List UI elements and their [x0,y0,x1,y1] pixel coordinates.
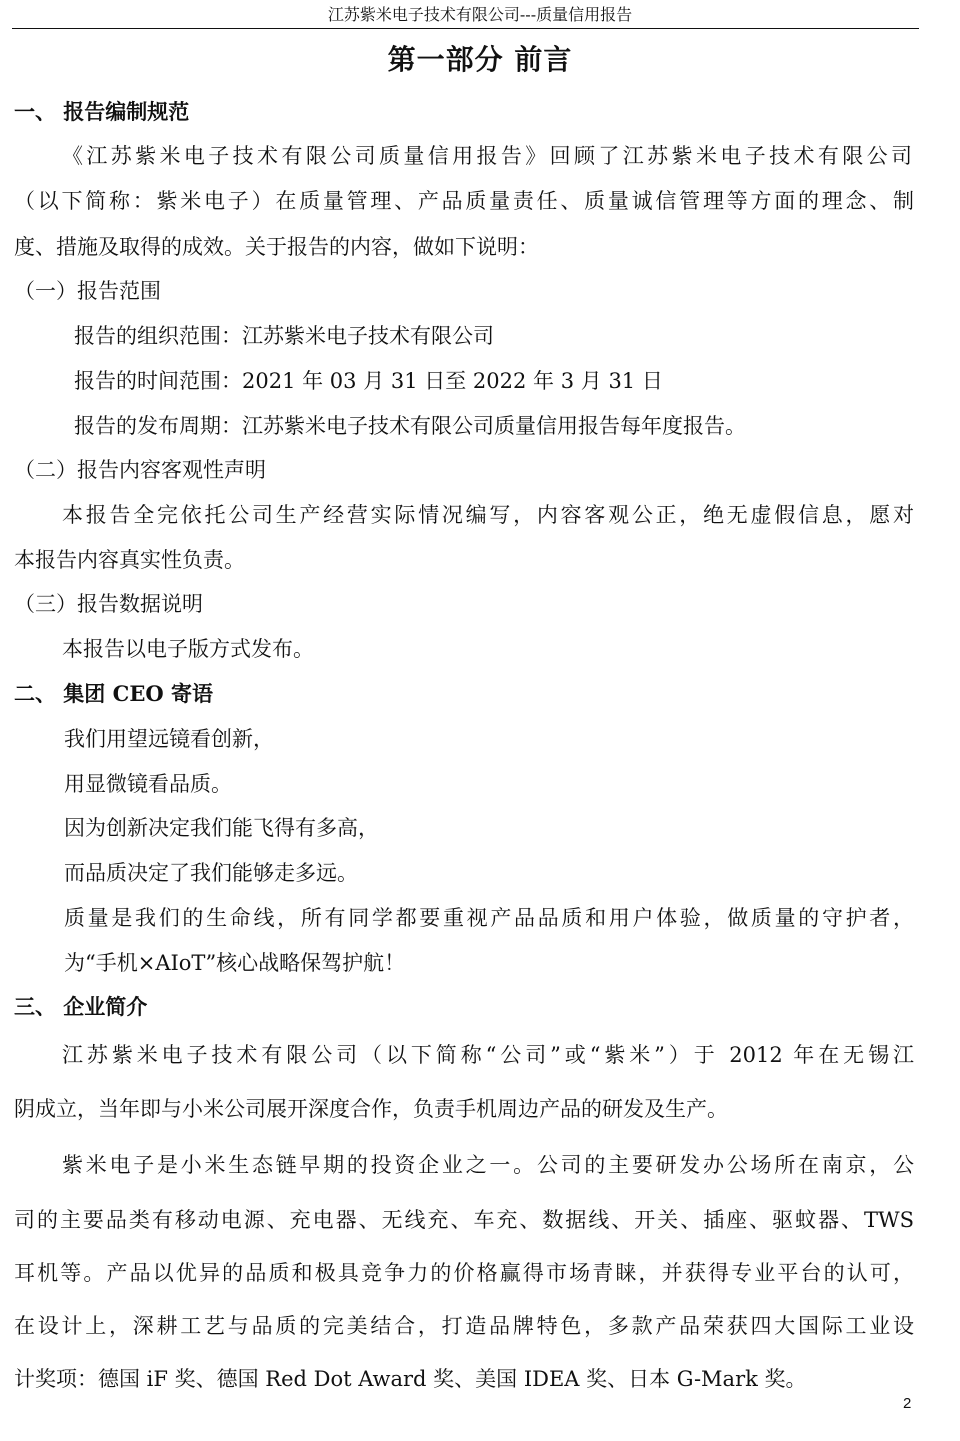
section3-heading: 三、 企业简介 [14,994,148,1019]
section1-intro-line-3: 度、措施及取得的成效。关于报告的内容，做如下说明： [14,235,539,259]
ceo-line-2: 用显微镜看品质。 [64,772,232,796]
ceo-line-6: 为“手机×AIoT”核心战略保驾护航！ [64,951,406,975]
section1-intro-line-1: 《江苏紫米电子技术有限公司质量信用报告》回顾了江苏紫米电子技术有限公司 [62,144,912,168]
page-number: 2 [903,1395,912,1412]
profile-p2-line-4: 在设计上，深耕工艺与品质的完美结合，打造品牌特色，多款产品荣获四大国际工业设 [14,1314,914,1338]
ceo-line-4: 而品质决定了我们能够走多远。 [64,861,358,885]
section1-intro-line-2: （以下简称：紫米电子）在质量管理、产品质量责任、质量诚信管理等方面的理念、制 [14,189,914,213]
section1-heading: 一、 报告编制规范 [14,99,190,124]
profile-p1-line-2: 阴成立，当年即与小米公司展开深度合作，负责手机周边产品的研发及生产。 [14,1097,728,1121]
header-rule [12,28,919,29]
profile-p2-line-2: 司的主要品类有移动电源、充电器、无线充、车充、数据线、开关、插座、驱蚊器、TWS [14,1208,914,1232]
profile-p2-line-1: 紫米电子是小米生态链早期的投资企业之一。公司的主要研发办公场所在南京，公 [62,1153,914,1177]
running-header: 江苏紫米电子技术有限公司---质量信用报告 [327,5,633,24]
sub3-line: 本报告以电子版方式发布。 [62,637,314,661]
page-title: 第一部分 前言 [387,43,573,76]
sub2-heading: （二）报告内容客观性声明 [14,458,266,482]
time-scope: 报告的时间范围：2021 年 03 月 31 日至 2022 年 3 月 31 日 [74,369,663,393]
profile-p2-line-3: 耳机等。产品以优异的品质和极具竞争力的价格赢得市场青睐，并获得专业平台的认可， [14,1261,914,1285]
sub3-heading: （三）报告数据说明 [14,592,203,616]
sub2-line-1: 本报告全完依托公司生产经营实际情况编写，内容客观公正，绝无虚假信息，愿对 [62,503,914,527]
publish-cycle: 报告的发布周期：江苏紫米电子技术有限公司质量信用报告每年度报告。 [74,414,746,438]
profile-p1-line-1: 江苏紫米电子技术有限公司（以下简称“公司”或“紫米”）于 2012 年在无锡江 [62,1043,914,1067]
ceo-line-1: 我们用望远镜看创新， [64,727,274,751]
org-scope: 报告的组织范围：江苏紫米电子技术有限公司 [74,324,494,348]
ceo-line-5: 质量是我们的生命线，所有同学都要重视产品品质和用户体验，做质量的守护者， [64,906,914,930]
sub1-heading: （一）报告范围 [14,279,161,303]
profile-p2-line-5: 计奖项：德国 iF 奖、德国 Red Dot Award 奖、美国 IDEA 奖、日本 G-Mark 奖。 [14,1367,807,1391]
ceo-line-3: 因为创新决定我们能飞得有多高， [64,816,379,840]
section2-heading: 二、 集团 CEO 寄语 [14,681,213,706]
sub2-line-2: 本报告内容真实性负责。 [14,548,245,572]
